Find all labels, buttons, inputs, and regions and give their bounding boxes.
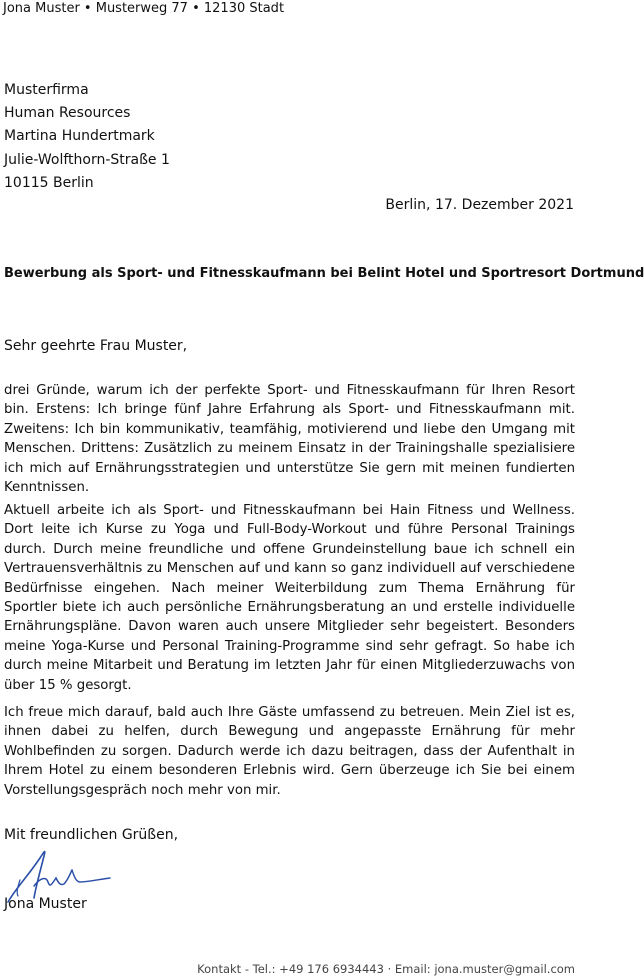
closing-phrase: Mit freundlichen Grüßen, — [4, 827, 179, 843]
recipient-address-block — [4, 79, 170, 195]
sender-address-line: Jona Muster • Musterweg 77 • 12130 Stadt — [3, 1, 285, 16]
letter-date: Berlin, 17. Dezember 2021 — [385, 197, 574, 213]
body-paragraph-1: drei Gründe, warum ich der perfekte Sport- und Fitnesskaufmann für Ihren Resort bin. Erstens: Ich bringe fünf Jahre Erfahrung als Sport- und Fitnesskaufmann mit. Zweitens: Ich bin kommunikativ, teamfähig, motivierend und liebe den Umgang mit Menschen. Drittens: Zusätzlich zu meinem Einsatz in der Trainingshalle spezialisiere ich mich auf Ernährungsstrategien und unterstütze Sie gern mit meinen fundierten Kenntnissen. — [4, 383, 575, 496]
recipient-street: Julie-Wolfthorn-Straße 1 — [4, 151, 170, 168]
body-paragraph-3: Ich freue mich darauf, bald auch Ihre Gäste umfassend zu betreuen. Mein Ziel ist es, ihnen dabei zu helfen, durch Bewegung und angepasste Ernährung für mehr Wohlbefinden zu sorgen. Dadurch werde ich dazu beitragen, dass der Aufenthalt in Ihrem Hotel zu einem besonderen Erlebnis wird. Gern überzeuge ich Sie bei einem Vorstellungsgespräch noch mehr von mir. — [4, 705, 575, 798]
recipient-city: 10115 Berlin — [4, 174, 94, 191]
recipient-contact-person: Martina Hundertmark — [4, 128, 155, 145]
body-paragraph-2: Aktuell arbeite ich als Sport- und Fitnesskaufmann bei Hain Fitness und Wellness. Dort leite ich Kurse zu Yoga und Full-Body-Workout und führe Personal Trainings durch. Durch meine freundliche und offene Grundeinstellung baue ich schnell ein Vertrauensverhältnis zu Menschen auf und kann so ganz individuell auf verschiedene Bedürfnisse eingehen. Nach meiner Weiterbildung zum Thema Ernährung für Sportler biete ich auch persönliche Ernährungsberatung an und erstelle individuelle Ernährungspläne. Davon waren auch unsere Mitglieder sehr begeistert. Besonders meine Yoga-Kurse und Personal Training-Programme sind sehr gefragt. So habe ich durch meine Mitarbeit und Beratung im letzten Jahr für einen Mitgliederzuwachs von über 15 % gesorgt. — [4, 503, 575, 693]
footer-contact-line: Kontakt - Tel.: +49 176 6934443 · Email: jona.muster@gmail.com — [197, 962, 575, 976]
recipient-company: Musterfirma — [4, 82, 89, 98]
signer-name: Jona Muster — [4, 896, 87, 912]
recipient-department: Human Resources — [4, 105, 131, 122]
salutation: Sehr geehrte Frau Muster, — [4, 338, 188, 354]
letter-subject: Bewerbung als Sport- und Fitnesskaufmann bei Belint Hotel und Sportresort Dortmund — [4, 266, 644, 281]
